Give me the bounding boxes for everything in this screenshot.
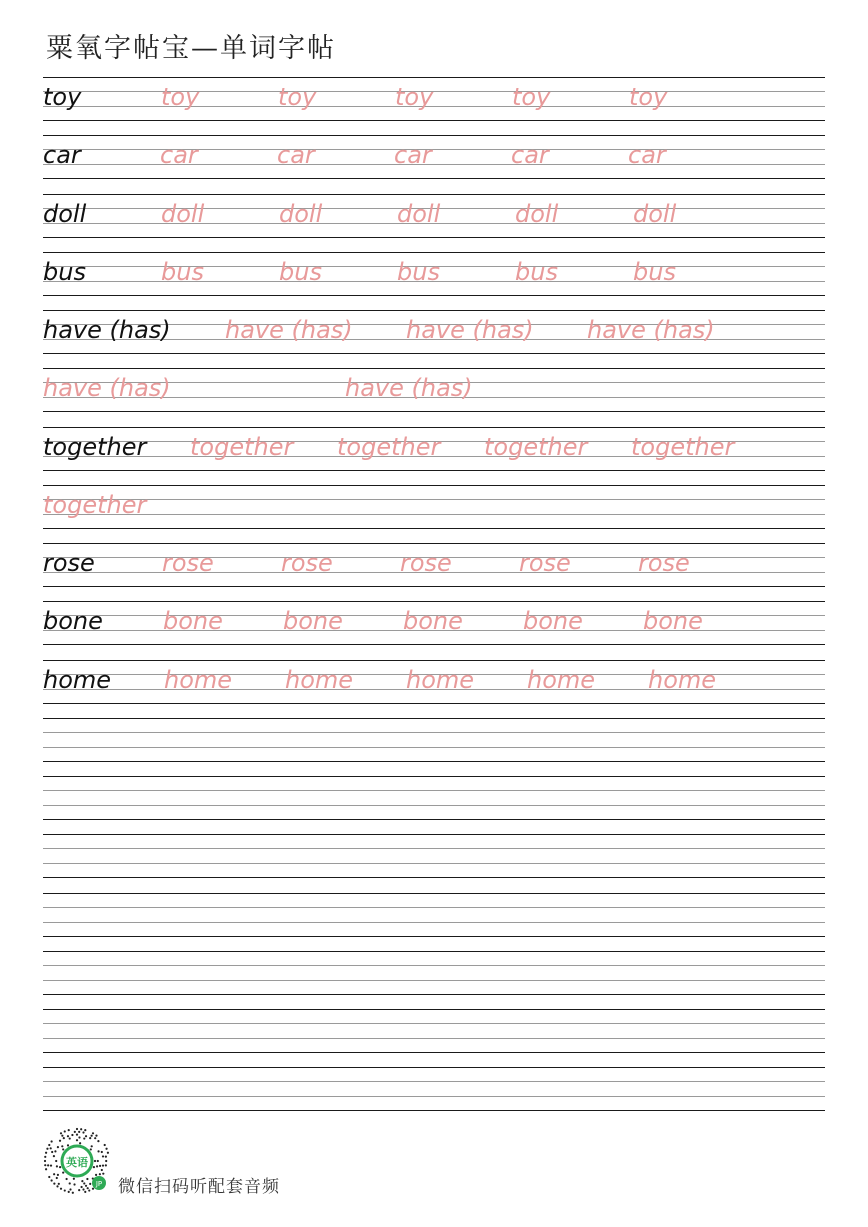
guide-line xyxy=(43,194,825,195)
qr-dot xyxy=(51,1151,53,1153)
qr-dot xyxy=(57,1146,59,1148)
trace-word: bus xyxy=(161,257,204,286)
model-word: together xyxy=(43,432,147,461)
trace-word: car xyxy=(628,141,666,170)
trace-word: rose xyxy=(162,549,214,577)
qr-dot xyxy=(73,1183,75,1185)
qr-dot xyxy=(71,1134,73,1136)
guide-line xyxy=(43,1067,825,1068)
guide-line xyxy=(43,514,825,515)
guide-line xyxy=(43,819,825,820)
trace-word: doll xyxy=(161,199,205,228)
qr-dot xyxy=(101,1151,103,1153)
guide-line xyxy=(43,586,825,587)
trace-word: doll xyxy=(397,199,441,228)
qr-dot xyxy=(105,1148,107,1150)
guide-line xyxy=(43,470,825,471)
trace-word: have (has) xyxy=(587,316,715,344)
qr-dot xyxy=(61,1145,63,1147)
qr-dot xyxy=(46,1148,48,1150)
qr-dot xyxy=(62,1171,64,1173)
model-word: toy xyxy=(43,83,82,111)
model-word: car xyxy=(43,141,81,170)
trace-word: toy xyxy=(629,83,668,111)
qr-dot xyxy=(78,1189,80,1191)
guide-line xyxy=(43,1110,825,1111)
qr-dot xyxy=(59,1140,61,1142)
guide-line xyxy=(43,951,825,952)
qr-dot xyxy=(44,1156,46,1158)
qr-dot xyxy=(48,1144,50,1146)
guide-line xyxy=(43,893,825,894)
guide-line xyxy=(43,761,825,762)
qr-dot xyxy=(78,1131,80,1133)
qr-dot xyxy=(68,1129,70,1131)
guide-line xyxy=(43,368,825,369)
qr-dot xyxy=(76,1139,78,1141)
guide-line xyxy=(43,747,825,748)
qr-dot xyxy=(50,1147,52,1149)
qr-dot xyxy=(47,1164,49,1166)
trace-word: rose xyxy=(400,549,452,577)
trace-word: have (has) xyxy=(406,316,534,344)
qr-dot xyxy=(86,1178,88,1180)
guide-line xyxy=(43,790,825,791)
guide-line xyxy=(43,135,825,136)
trace-word: rose xyxy=(281,549,333,577)
qr-dot xyxy=(83,1182,85,1184)
trace-word: have (has) xyxy=(43,374,171,403)
qr-dot xyxy=(96,1165,98,1167)
trace-word: bus xyxy=(279,257,322,286)
trace-word: home xyxy=(164,665,233,694)
page-title: 粟氧字帖宝—单词字帖 xyxy=(46,33,336,64)
qr-dot xyxy=(51,1140,53,1142)
trace-word: together xyxy=(337,432,441,461)
blank-writing-row xyxy=(43,776,825,820)
qr-dot xyxy=(67,1144,69,1146)
writing-row xyxy=(43,310,825,354)
trace-word: car xyxy=(277,141,315,170)
qr-dot xyxy=(79,1142,81,1144)
trace-word: have (has) xyxy=(345,374,473,403)
qr-dot xyxy=(92,1188,94,1190)
guide-line xyxy=(43,427,825,428)
guide-line xyxy=(43,907,825,908)
qr-dot xyxy=(44,1164,46,1166)
guide-line xyxy=(43,703,825,704)
qr-dot xyxy=(89,1137,91,1139)
trace-word: bone xyxy=(283,607,343,636)
guide-line xyxy=(43,805,825,806)
guide-line xyxy=(43,732,825,733)
trace-word: together xyxy=(190,432,294,461)
qr-dot xyxy=(83,1137,85,1139)
guide-line xyxy=(43,252,825,253)
qr-dot xyxy=(94,1137,96,1139)
trace-word: car xyxy=(160,141,198,170)
trace-word: rose xyxy=(638,549,690,577)
trace-word: bus xyxy=(397,257,440,286)
qr-dot xyxy=(107,1152,109,1154)
qr-dot xyxy=(95,1135,97,1137)
qr-dot xyxy=(97,1150,99,1152)
trace-word: home xyxy=(648,665,717,694)
trace-word: toy xyxy=(395,83,434,111)
qr-dot xyxy=(92,1132,94,1134)
writing-row xyxy=(43,135,825,179)
trace-word: home xyxy=(285,665,354,694)
qr-dot xyxy=(84,1191,86,1193)
guide-line xyxy=(43,1081,825,1082)
qr-dot xyxy=(78,1136,80,1138)
trace-word: toy xyxy=(161,83,200,111)
qr-dot xyxy=(63,1137,65,1139)
guide-line xyxy=(43,863,825,864)
guide-line xyxy=(43,644,825,645)
trace-word: toy xyxy=(278,83,317,111)
qr-dot xyxy=(76,1128,78,1130)
qr-dot xyxy=(76,1134,78,1136)
qr-dot xyxy=(62,1148,64,1150)
qr-dot xyxy=(104,1144,106,1146)
guide-line xyxy=(43,77,825,78)
trace-word: car xyxy=(394,141,432,170)
qr-dot xyxy=(81,1180,83,1182)
trace-word: car xyxy=(511,141,549,170)
guide-line xyxy=(43,936,825,937)
qr-dot xyxy=(85,1135,87,1137)
qr-dot xyxy=(54,1150,56,1152)
guide-line xyxy=(43,601,825,602)
writing-row xyxy=(43,543,825,587)
qr-dot xyxy=(58,1183,60,1185)
trace-word: bus xyxy=(633,257,676,286)
qr-dot xyxy=(102,1164,104,1166)
trace-word: bus xyxy=(515,257,558,286)
qr-dot xyxy=(91,1135,93,1137)
guide-line xyxy=(43,237,825,238)
qr-dot xyxy=(105,1160,107,1162)
trace-word: bone xyxy=(523,607,583,636)
guide-line xyxy=(43,295,825,296)
qr-dot xyxy=(69,1137,71,1139)
model-word: bus xyxy=(43,257,86,286)
qr-dot xyxy=(44,1160,46,1162)
qr-dot xyxy=(66,1178,68,1180)
qr-dot xyxy=(82,1188,84,1190)
qr-dot xyxy=(53,1173,55,1175)
writing-row xyxy=(43,427,825,471)
guide-line xyxy=(43,848,825,849)
writing-row xyxy=(43,252,825,296)
qr-dot xyxy=(56,1185,58,1187)
guide-line xyxy=(43,528,825,529)
qr-dot xyxy=(53,1183,55,1185)
qr-dot xyxy=(89,1183,91,1185)
blank-writing-row xyxy=(43,834,825,878)
qr-dot xyxy=(68,1191,70,1193)
trace-word: doll xyxy=(279,199,323,228)
guide-line xyxy=(43,965,825,966)
writing-row xyxy=(43,485,825,529)
qr-badge-label: 英语 xyxy=(66,1156,88,1169)
model-word: home xyxy=(43,665,112,694)
qr-dot xyxy=(90,1148,92,1150)
qr-dot xyxy=(45,1168,47,1170)
guide-line xyxy=(43,120,825,121)
trace-word: rose xyxy=(519,549,571,577)
qr-dot xyxy=(82,1131,84,1133)
qr-dot xyxy=(80,1128,82,1130)
guide-line xyxy=(43,1096,825,1097)
qr-dot xyxy=(48,1176,50,1178)
qr-dot xyxy=(101,1169,103,1171)
footer-caption: 微信扫码听配套音频 xyxy=(118,1177,280,1197)
qr-dot xyxy=(45,1152,47,1154)
qr-dot xyxy=(57,1174,59,1176)
guide-line xyxy=(43,834,825,835)
blank-writing-row xyxy=(43,718,825,762)
qr-dot xyxy=(105,1156,107,1158)
model-word: bone xyxy=(43,607,103,636)
guide-line xyxy=(43,485,825,486)
qr-dot xyxy=(69,1182,71,1184)
trace-word: home xyxy=(406,665,475,694)
trace-word: together xyxy=(43,490,147,519)
guide-line xyxy=(43,994,825,995)
qr-dot xyxy=(85,1185,87,1187)
guide-line xyxy=(43,411,825,412)
qr-dot xyxy=(59,1166,61,1168)
qr-code-icon[interactable] xyxy=(42,1127,112,1197)
guide-line xyxy=(43,499,825,500)
blank-writing-row xyxy=(43,951,825,995)
qr-dot xyxy=(95,1174,97,1176)
guide-line xyxy=(43,1023,825,1024)
guide-line xyxy=(43,1009,825,1010)
writing-row xyxy=(43,368,825,412)
qr-dot xyxy=(97,1140,99,1142)
qr-sub-badge-label: JP xyxy=(95,1180,103,1188)
trace-word: bone xyxy=(643,607,703,636)
qr-dot xyxy=(56,1165,58,1167)
guide-line xyxy=(43,660,825,661)
qr-dot xyxy=(67,1135,69,1137)
qr-dot xyxy=(69,1188,71,1190)
qr-dot xyxy=(97,1160,99,1162)
qr-dot xyxy=(61,1135,63,1137)
qr-dot xyxy=(87,1187,89,1189)
qr-dot xyxy=(72,1192,74,1194)
qr-dot xyxy=(73,1178,75,1180)
blank-writing-row xyxy=(43,1009,825,1053)
trace-word: doll xyxy=(515,199,559,228)
qr-dot xyxy=(88,1189,90,1191)
qr-dot xyxy=(102,1173,104,1175)
model-word: doll xyxy=(43,199,87,228)
guide-line xyxy=(43,353,825,354)
writing-row xyxy=(43,77,825,121)
qr-dot xyxy=(99,1173,101,1175)
guide-line xyxy=(43,1052,825,1053)
qr-dot xyxy=(99,1165,101,1167)
qr-dot xyxy=(102,1155,104,1157)
qr-dot xyxy=(60,1132,62,1134)
qr-dot xyxy=(60,1188,62,1190)
model-word: have (has) xyxy=(43,316,171,344)
qr-dot xyxy=(51,1179,53,1181)
trace-word: bone xyxy=(163,607,223,636)
guide-line xyxy=(43,178,825,179)
writing-row xyxy=(43,601,825,645)
blank-writing-row xyxy=(43,893,825,937)
qr-dot xyxy=(50,1164,52,1166)
qr-dot xyxy=(93,1166,95,1168)
qr-dot xyxy=(64,1130,66,1132)
writing-row xyxy=(43,194,825,238)
qr-dot xyxy=(105,1164,107,1166)
trace-word: have (has) xyxy=(225,316,353,344)
guide-line xyxy=(43,718,825,719)
trace-word: together xyxy=(484,432,588,461)
trace-word: together xyxy=(631,432,735,461)
qr-dot xyxy=(94,1160,96,1162)
guide-line xyxy=(43,543,825,544)
trace-word: bone xyxy=(403,607,463,636)
trace-word: toy xyxy=(512,83,551,111)
guide-line xyxy=(43,922,825,923)
qr-dot xyxy=(55,1160,57,1162)
trace-word: home xyxy=(527,665,596,694)
qr-dot xyxy=(56,1177,58,1179)
model-word: rose xyxy=(43,549,95,577)
blank-writing-row xyxy=(43,1067,825,1111)
qr-dot xyxy=(53,1155,55,1157)
guide-line xyxy=(43,1038,825,1039)
guide-line xyxy=(43,776,825,777)
trace-word: doll xyxy=(633,199,677,228)
guide-line xyxy=(43,310,825,311)
guide-line xyxy=(43,980,825,981)
qr-dot xyxy=(91,1145,93,1147)
guide-line xyxy=(43,877,825,878)
qr-dot xyxy=(84,1129,86,1131)
qr-dot xyxy=(74,1131,76,1133)
qr-dot xyxy=(80,1186,82,1188)
qr-dot xyxy=(64,1189,66,1191)
writing-row xyxy=(43,660,825,704)
